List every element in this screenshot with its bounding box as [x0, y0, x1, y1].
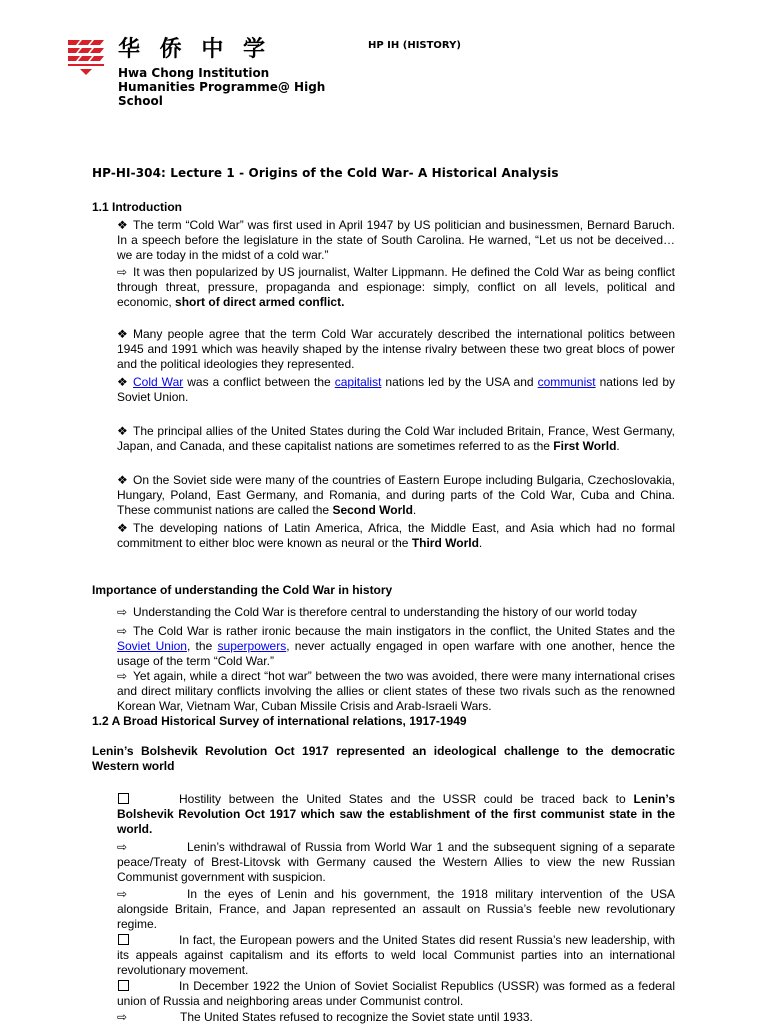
bolshevik-subheading: Lenin’s Bolshevik Revolution Oct 1917 represented an ideological challenge to the democratic Western world [92, 744, 675, 773]
arrow-bullet-icon: ⇨ [117, 669, 128, 683]
survey-item-5: In December 1922 the Union of Soviet Socialist Republics (USSR) was formed as a federal union of Russia and neighboring areas under Communist control. [117, 979, 675, 1008]
diamond-bullet-icon: ❖ [117, 218, 128, 232]
section-heading-survey: 1.2 A Broad Historical Survey of international relations, 1917-1949 [92, 714, 467, 728]
survey-item-2: ⇨ Lenin’s withdrawal of Russia from World War 1 and the subsequent signing of a separate peace/Treaty of Brest-Litovsk with Germany caused the Western Allies to view the new Russian Communist government with suspicion. [117, 840, 675, 884]
checkbox-bullet-icon [118, 793, 129, 804]
intro-paragraph-4: ❖ Cold War was a conflict between the capitalist nations led by the USA and communist nations led by Soviet Union. [117, 375, 675, 404]
arrow-bullet-icon: ⇨ [117, 887, 128, 901]
survey-item-1: Hostility between the United States and the USSR could be traced back to Lenin’s Bolshevik Revolution Oct 1917 which saw the establishment of the first communist state in the world. [117, 792, 675, 836]
chinese-school-name: 华 侨 中 学 [118, 36, 271, 62]
diamond-bullet-icon: ❖ [117, 521, 128, 535]
intro-paragraph-1: ❖ The term “Cold War” was first used in April 1947 by US politician and businessmen, Bernard Baruch. In a speech before the legislature in the state of South Carolina. He warned, “Let us not be deceived… we are today in the midst of a cold war.” [117, 218, 675, 262]
diamond-bullet-icon: ❖ [117, 375, 128, 389]
cold-war-link[interactable]: Cold War [133, 375, 184, 389]
institution-block [118, 66, 338, 108]
superpowers-link[interactable]: superpowers [217, 639, 287, 653]
capitalist-link[interactable]: capitalist [334, 375, 382, 389]
importance-item-3: ⇨ Yet again, while a direct “hot war” between the two was avoided, there were many international crises and direct military conflicts involving the allies or client states of these two rivals such as the renowned Korean War, Vietnam War, Cuban Missile Crisis and Arab-Israeli Wars. [117, 669, 675, 713]
survey-item-3: ⇨ In the eyes of Lenin and his government, the 1918 military intervention of the USA alongside Britain, France, and Japan represented an assault on Russia’s feeble new revolutionary regime. [117, 887, 675, 931]
importance-heading: Importance of understanding the Cold War in history [92, 583, 393, 597]
course-label: HP IH (HISTORY) [368, 40, 461, 51]
arrow-bullet-icon: ⇨ [117, 1010, 128, 1024]
intro-paragraph-3: ❖ Many people agree that the term Cold War accurately described the international politics between 1945 and 1991 which was heavily shaped by the intense rivalry between these two great blocs of power and the political ideologies they represented. [117, 327, 675, 371]
importance-item-1: ⇨ Understanding the Cold War is therefore central to understanding the history of our world today [117, 605, 637, 619]
arrow-bullet-icon: ⇨ [117, 605, 128, 619]
communist-link[interactable]: communist [537, 375, 596, 389]
lecture-title: HP-HI-304: Lecture 1 - Origins of the Cold War- A Historical Analysis [92, 166, 559, 180]
intro-paragraph-2: ⇨ It was then popularized by US journalist, Walter Lippmann. He defined the Cold War as being conflict through threat, pressure, propaganda and espionage: simply, conflict on all levels, political and economic, short of direct armed conflict. [117, 265, 675, 309]
arrow-bullet-icon: ⇨ [117, 265, 128, 279]
diamond-bullet-icon: ❖ [117, 424, 128, 438]
section-heading-introduction: 1.1 Introduction [92, 200, 182, 214]
survey-item-6: ⇨ The United States refused to recognize the Soviet state until 1933. [117, 1010, 533, 1024]
intro-paragraph-6: ❖ On the Soviet side were many of the countries of Eastern Europe including Bulgaria, Czechoslovakia, Hungary, Poland, East Germany, and Romania, and during parts of the Cold War, Cuba and China. These communist nations are called the Second World. [117, 473, 675, 517]
checkbox-bullet-icon [118, 980, 129, 991]
intro-paragraph-7: ❖ The developing nations of Latin America, Africa, the Middle East, and Asia which had no formal commitment to either bloc were known as neural or the Third World. [117, 521, 675, 550]
arrow-bullet-icon: ⇨ [117, 840, 128, 854]
checkbox-bullet-icon [118, 934, 129, 945]
soviet-union-link[interactable]: Soviet Union [117, 639, 187, 653]
arrow-bullet-icon: ⇨ [117, 624, 128, 638]
diamond-bullet-icon: ❖ [117, 473, 128, 487]
diamond-bullet-icon: ❖ [117, 327, 128, 341]
school-logo-icon [66, 36, 106, 76]
programme-name: Humanities Programme@ High School [118, 80, 326, 108]
survey-item-4: In fact, the European powers and the United States did resent Russia’s new leadership, with its appeals against capitalism and its efforts to weld local Communist parties into an international revolutionary movement. [117, 933, 675, 977]
institution-name: Hwa Chong Institution [118, 66, 270, 80]
intro-paragraph-5: ❖ The principal allies of the United States during the Cold War included Britain, France, West Germany, Japan, and Canada, and these capitalist nations are sometimes referred to as the First World. [117, 424, 675, 453]
importance-item-2: ⇨ The Cold War is rather ironic because the main instigators in the conflict, the United States and the Soviet Union, the superpowers, never actually engaged in open warfare with one another, hence the usage of the term “Cold War.” [117, 624, 675, 668]
